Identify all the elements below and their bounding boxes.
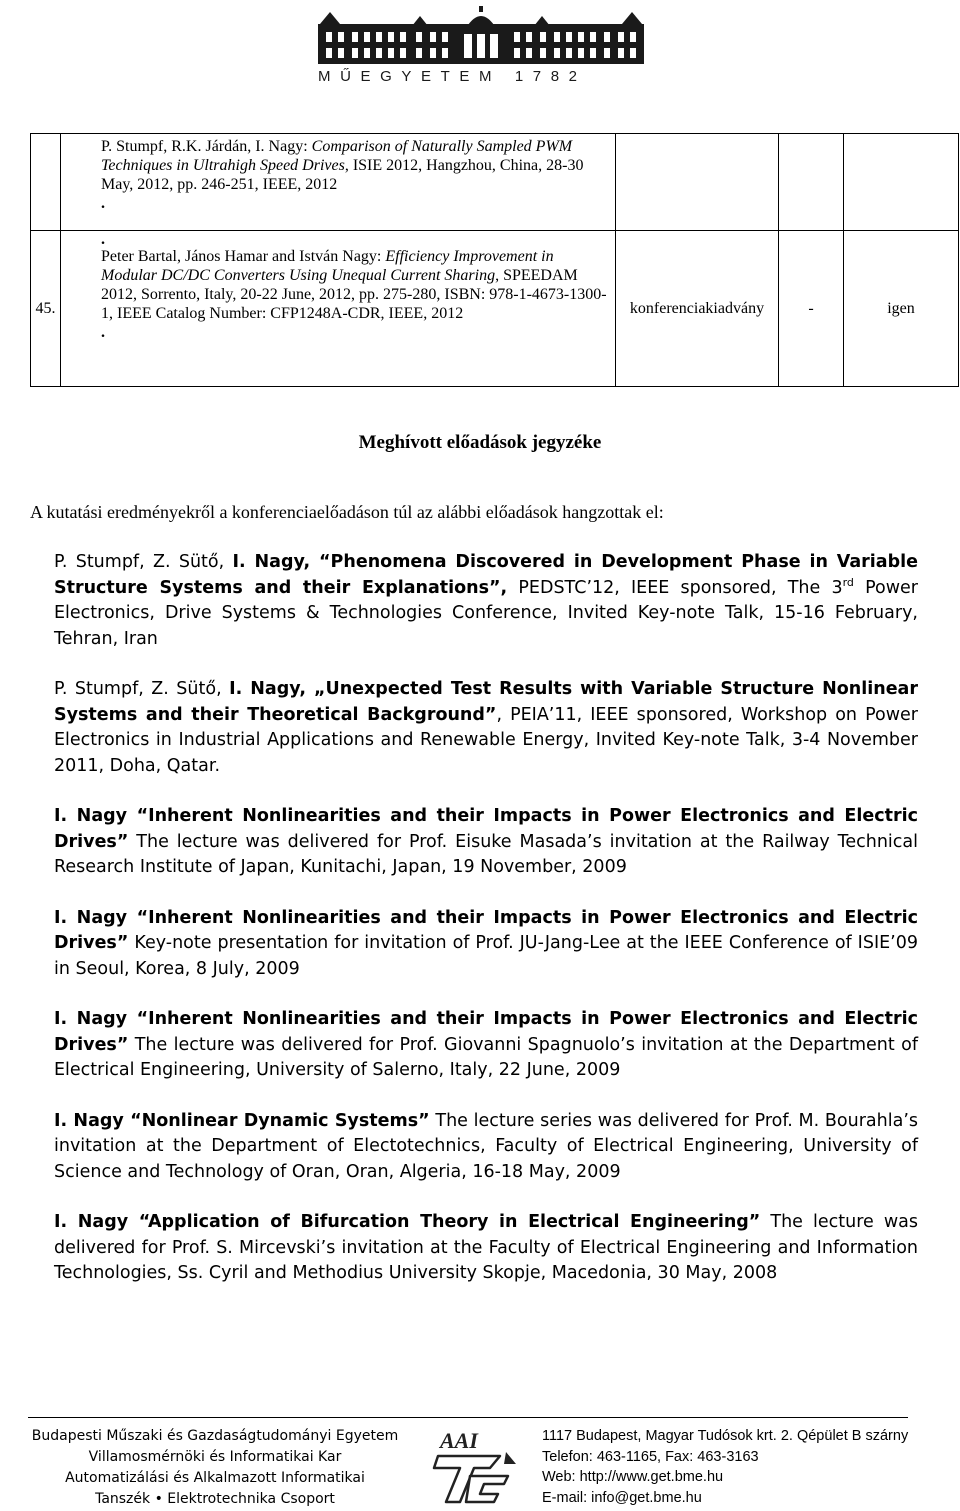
footer-web: Web: http://www.get.bme.hu	[542, 1469, 724, 1485]
department-logo	[430, 1424, 520, 1509]
footer-line: Automatizálási és Alkalmazott Informatikai	[65, 1470, 365, 1486]
row-number-cell	[31, 134, 61, 231]
talk-details: , PEIA’11, IEEE sponsored, Workshop on Power Electronics in Industrial Applications and Renewable Energy, Invited Key-note Talk, 3-4 November 2011, Doha, Qatar.	[54, 704, 918, 776]
publication-cell	[61, 231, 616, 387]
dash-cell	[779, 134, 844, 231]
department-logo-icon	[430, 1424, 520, 1504]
flag-cell	[844, 134, 959, 231]
logo-text: MŰEGYETEM 1782	[318, 68, 587, 85]
table-row	[31, 231, 959, 387]
publication-details: , SPEEDAM 2012, Sorrento, Italy, 20-22 June, 2012, pp. 275-280, ISBN: 978-1-4673-1300-1, IEEE Catalog Number: CFP1248A-CDR, IEEE, 2012	[101, 267, 607, 322]
talk-details: PEDSTC’12, IEEE sponsored, The 3	[507, 577, 843, 598]
talk-details: The lecture was delivered for Prof. Giovanni Spagnuolo’s invitation at the Department of Electrical Engineering, University of Salerno, Italy, 22 June, 2009	[54, 1034, 918, 1080]
talk-details: The lecture series was delivered for Prof. M. Bourahla’s invitation at the Department of Electotechnics, Faculty of Electrical Engineering, University of Science and Technology of Oran, Oran, Algeria, 16-18 May, 2009	[54, 1110, 919, 1182]
footer-contact	[542, 1426, 942, 1508]
talk-title: I. Nagy “Application of Bifurcation Theory in Electrical Engineering”	[54, 1212, 761, 1232]
university-building-icon	[316, 6, 646, 66]
talk-title: I. Nagy “Nonlinear Dynamic Systems”	[54, 1110, 430, 1131]
dot-marker: .	[101, 195, 105, 212]
department-logo-text: AAI	[440, 1428, 478, 1453]
footer-address: 1117 Budapest, Magyar Tudósok krt. 2. Qépület B szárny	[542, 1428, 909, 1444]
publication-text	[101, 247, 609, 323]
publication-text	[101, 137, 609, 194]
table-row	[31, 134, 959, 231]
footer-line: Villamosmérnöki és Informatikai Kar	[88, 1449, 342, 1465]
publication-details: , ISIE 2012, Hangzhou, China, 28-30 May, 2012, pp. 246-251, IEEE, 2012	[101, 157, 584, 193]
talk-details: The lecture was delivered for Prof. Eisuke Masada’s invitation at the Railway Technical Research Institute of Japan, Kunitachi, Japan, 19 November, 2009	[54, 831, 918, 877]
footer-phone: Telefon: 463-1165, Fax: 463-3163	[542, 1448, 759, 1465]
talk-details: The lecture was delivered for Prof. S. Mircevski’s invitation at the Faculty of Electrical Engineering and Information Technologies, Ss. Cyril and Methodius University Skopje, Macedonia, 30 May, 2008	[54, 1212, 918, 1283]
talk-entry	[54, 677, 918, 779]
dot-marker: .	[101, 324, 105, 341]
talk-title: I. Nagy “Inherent Nonlinearities and their Impacts in Power Electronics and Electric Drives”	[54, 1009, 918, 1055]
talk-entry	[54, 1109, 918, 1186]
talk-entry	[54, 550, 918, 652]
dot-marker: .	[101, 231, 105, 248]
footer-email: E-mail: info@get.bme.hu	[542, 1489, 702, 1506]
talk-details: Key-note presentation for invitation of Prof. JU-Jang-Lee at the IEEE Conference of ISIE’09 in Seoul, Korea, 8 July, 2009	[54, 933, 918, 979]
publication-title: Efficiency Improvement in Modular DC/DC Converters Using Unequal Current Sharing	[101, 248, 554, 284]
publication-authors: P. Stumpf, R.K. Járdán, I. Nagy:	[101, 138, 312, 155]
publication-dash: -	[779, 231, 844, 387]
publication-title: Comparison of Naturally Sampled PWM Techniques in Ultrahigh Speed Drives	[101, 138, 573, 174]
publication-cell	[61, 134, 616, 231]
talk-title: I. Nagy, „Unexpected Test Results with Variable Structure Nonlinear Systems and their Theoretical Background”	[54, 679, 918, 725]
publication-flag: igen	[844, 231, 959, 387]
section-intro: A kutatási eredményekről a konferenciaelőadáson túl az alábbi előadások hangzottak el:	[30, 502, 664, 522]
talk-list	[54, 550, 918, 1312]
university-logo	[0, 0, 960, 100]
publication-table	[30, 133, 959, 387]
footer-institution	[20, 1426, 410, 1510]
talk-entry	[54, 1210, 918, 1287]
talk-entry	[54, 1007, 918, 1084]
talk-authors: P. Stumpf, Z. Sütő,	[54, 552, 233, 572]
talk-entry	[54, 906, 918, 983]
type-cell	[616, 134, 779, 231]
footer-divider	[28, 1417, 908, 1418]
talk-details-cont: Power Electronics, Drive Systems & Technologies Conference, Invited Key-note Talk, 15-16 February, Tehran, Iran	[54, 577, 918, 649]
row-number: 45.	[31, 231, 61, 387]
talk-title: I. Nagy “Inherent Nonlinearities and their Impacts in Power Electronics and Electric Drives”	[54, 907, 918, 953]
talk-title: I. Nagy “Inherent Nonlinearities and their Impacts in Power Electronics and Electric Drives”	[54, 806, 918, 852]
section-title: Meghívott előadások jegyzéke	[358, 432, 602, 453]
talk-authors: P. Stumpf, Z. Sütő,	[54, 679, 230, 699]
talk-title: I. Nagy, “Phenomena Discovered in Development Phase in Variable Structure Systems and their Explanations”,	[54, 552, 918, 598]
publication-authors: Peter Bartal, János Hamar and István Nagy:	[101, 248, 386, 265]
footer-line: Tanszék • Elektrotechnika Csoport	[95, 1491, 335, 1507]
talk-entry	[54, 804, 918, 881]
talk-superscript: rd	[842, 575, 854, 589]
footer-line: Budapesti Műszaki és Gazdaságtudományi Egyetem	[31, 1428, 399, 1444]
publication-type: konferenciakiadvány	[616, 231, 779, 387]
